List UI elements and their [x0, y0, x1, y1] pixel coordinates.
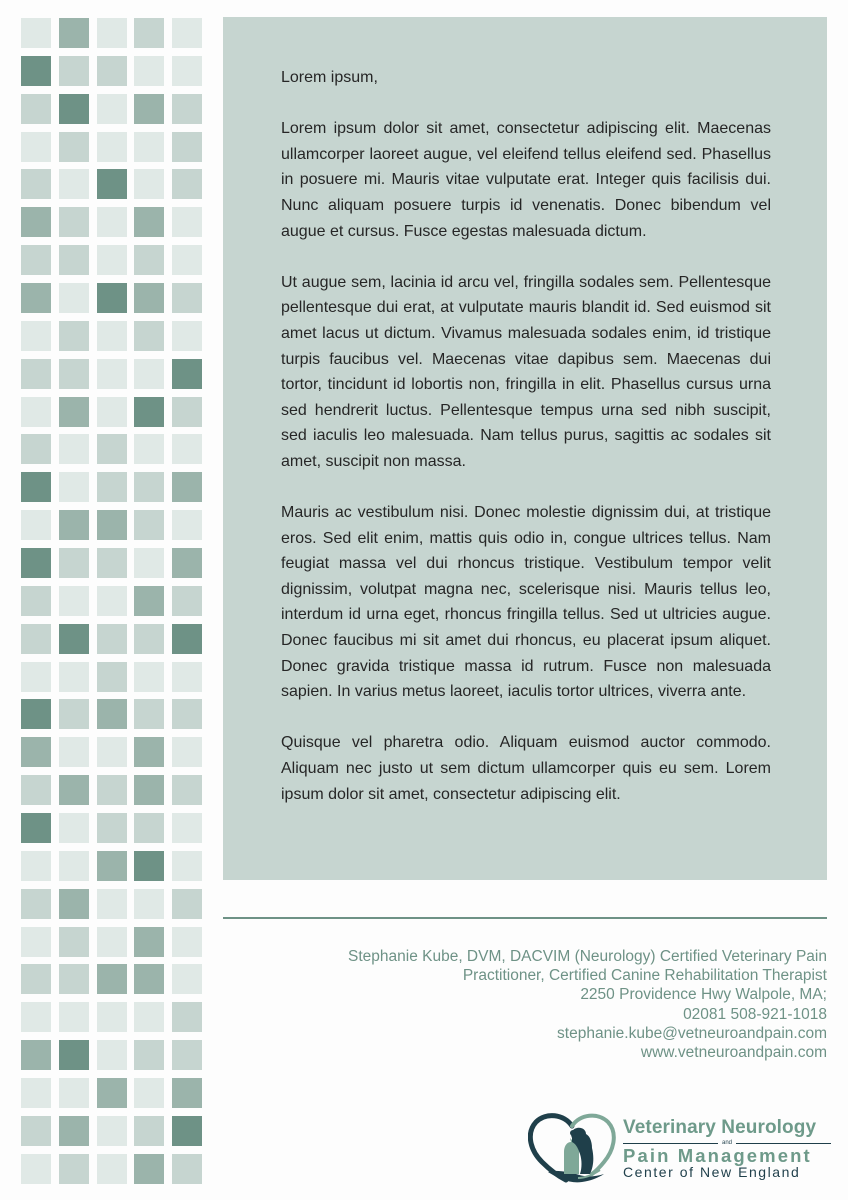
heart-hand-dog-cat-icon	[528, 1112, 616, 1188]
pattern-square	[172, 1078, 202, 1108]
logo-connector-word: and	[722, 1140, 733, 1146]
pattern-square	[21, 851, 51, 881]
logo-wordmark	[623, 1118, 831, 1180]
pattern-square	[134, 1116, 164, 1146]
pattern-square	[172, 359, 202, 389]
pattern-square	[21, 964, 51, 994]
pattern-square	[134, 586, 164, 616]
contact-name-credentials: Stephanie Kube, DVM, DACVIM (Neurology) Certified Veterinary Pain	[348, 948, 827, 965]
pattern-square	[59, 662, 89, 692]
pattern-square	[97, 18, 127, 48]
pattern-square	[59, 586, 89, 616]
pattern-square	[59, 510, 89, 540]
contact-address: 2250 Providence Hwy Walpole, MA;	[580, 986, 827, 1004]
pattern-square	[134, 132, 164, 162]
pattern-square	[172, 548, 202, 578]
pattern-square	[59, 18, 89, 48]
pattern-square	[21, 586, 51, 616]
pattern-square	[172, 927, 202, 957]
pattern-square	[59, 132, 89, 162]
pattern-square	[172, 18, 202, 48]
pattern-square	[21, 434, 51, 464]
pattern-square	[97, 586, 127, 616]
pattern-square	[134, 775, 164, 805]
pattern-square	[172, 1154, 202, 1184]
pattern-square	[21, 56, 51, 86]
pattern-square	[134, 1002, 164, 1032]
pattern-square	[97, 472, 127, 502]
pattern-square	[97, 889, 127, 919]
pattern-square	[21, 813, 51, 843]
pattern-square	[21, 245, 51, 275]
pattern-square	[59, 1154, 89, 1184]
logo-rule-left	[623, 1143, 718, 1144]
pattern-square	[59, 813, 89, 843]
pattern-square	[97, 813, 127, 843]
pattern-square	[97, 132, 127, 162]
logo-line-pain-management: Pain Management	[623, 1145, 812, 1166]
contact-email[interactable]: stephanie.kube@vetneuroandpain.com	[557, 1024, 827, 1042]
pattern-square	[172, 132, 202, 162]
pattern-square	[134, 245, 164, 275]
pattern-square	[172, 169, 202, 199]
letter-greeting: Lorem ipsum,	[281, 69, 378, 86]
pattern-square	[21, 169, 51, 199]
pattern-square	[97, 359, 127, 389]
pattern-square	[172, 56, 202, 86]
pattern-square	[172, 207, 202, 237]
pattern-square	[59, 283, 89, 313]
pattern-square	[59, 1116, 89, 1146]
logo-line-center: Center of New England	[623, 1164, 801, 1180]
pattern-square	[134, 851, 164, 881]
pattern-square	[21, 321, 51, 351]
pattern-square	[97, 56, 127, 86]
pattern-square	[59, 927, 89, 957]
pattern-square	[134, 18, 164, 48]
pattern-square	[134, 321, 164, 351]
pattern-square	[21, 1078, 51, 1108]
pattern-square	[97, 964, 127, 994]
pattern-square	[172, 397, 202, 427]
pattern-square	[59, 548, 89, 578]
pattern-square	[59, 699, 89, 729]
pattern-square	[97, 1116, 127, 1146]
pattern-square	[59, 56, 89, 86]
pattern-square	[59, 245, 89, 275]
pattern-square	[59, 321, 89, 351]
pattern-square	[97, 169, 127, 199]
pattern-square	[21, 548, 51, 578]
letter-paragraph: Quisque vel pharetra odio. Aliquam euismod auctor commodo. Aliquam nec justo ut sem dictum ullamcorper quis eu sem. Lorem ipsum dolor sit amet, consectetur adipiscing elit.	[281, 734, 771, 803]
pattern-square	[21, 775, 51, 805]
letter-panel	[223, 17, 827, 880]
pattern-square	[97, 927, 127, 957]
pattern-square	[172, 851, 202, 881]
pattern-square	[134, 510, 164, 540]
pattern-square	[97, 321, 127, 351]
pattern-square	[21, 737, 51, 767]
letter-body	[281, 65, 771, 833]
pattern-square	[97, 94, 127, 124]
pattern-square	[21, 1040, 51, 1070]
pattern-square	[59, 472, 89, 502]
pattern-square	[172, 283, 202, 313]
pattern-square	[21, 132, 51, 162]
pattern-square	[172, 1002, 202, 1032]
pattern-square	[134, 94, 164, 124]
pattern-square	[97, 1078, 127, 1108]
pattern-square	[21, 927, 51, 957]
contact-phone: 02081 508-921-1018	[683, 1005, 827, 1023]
pattern-square	[172, 510, 202, 540]
pattern-square	[134, 813, 164, 843]
pattern-square	[59, 964, 89, 994]
pattern-square	[59, 94, 89, 124]
logo-rule-right	[736, 1143, 831, 1144]
pattern-square	[134, 889, 164, 919]
pattern-square	[59, 775, 89, 805]
pattern-square	[59, 851, 89, 881]
pattern-square	[21, 510, 51, 540]
pattern-square	[97, 245, 127, 275]
pattern-square	[134, 662, 164, 692]
pattern-square	[97, 1002, 127, 1032]
pattern-square	[21, 283, 51, 313]
pattern-square	[134, 624, 164, 654]
pattern-square	[172, 245, 202, 275]
contact-credentials-cont: Practitioner, Certified Canine Rehabilitation Therapist	[462, 967, 827, 985]
pattern-square	[134, 1078, 164, 1108]
pattern-square	[21, 1116, 51, 1146]
pattern-square	[172, 321, 202, 351]
pattern-square	[134, 927, 164, 957]
pattern-square	[21, 397, 51, 427]
pattern-square	[134, 737, 164, 767]
pattern-square	[97, 1154, 127, 1184]
pattern-square	[172, 624, 202, 654]
pattern-square	[59, 624, 89, 654]
pattern-square	[97, 851, 127, 881]
pattern-square	[97, 283, 127, 313]
pattern-square	[59, 1002, 89, 1032]
pattern-square	[172, 472, 202, 502]
logo-connector	[623, 1139, 831, 1147]
pattern-square	[21, 472, 51, 502]
pattern-square	[134, 699, 164, 729]
pattern-square	[59, 1040, 89, 1070]
pattern-square	[97, 434, 127, 464]
pattern-square	[134, 359, 164, 389]
pattern-square	[134, 169, 164, 199]
pattern-square	[59, 1078, 89, 1108]
pattern-square	[21, 94, 51, 124]
pattern-square	[172, 586, 202, 616]
pattern-square	[59, 207, 89, 237]
pattern-square	[172, 964, 202, 994]
pattern-square	[172, 737, 202, 767]
pattern-square	[59, 397, 89, 427]
pattern-square	[21, 662, 51, 692]
pattern-square	[172, 813, 202, 843]
pattern-square	[172, 434, 202, 464]
contact-block	[348, 947, 827, 1062]
pattern-square	[172, 889, 202, 919]
pattern-square	[97, 397, 127, 427]
pattern-square	[134, 397, 164, 427]
pattern-square	[134, 548, 164, 578]
pattern-square	[172, 775, 202, 805]
pattern-square	[97, 624, 127, 654]
logo-line-veterinary-neurology: Veterinary Neurology	[623, 1117, 817, 1138]
pattern-square	[134, 434, 164, 464]
letter-paragraph: Lorem ipsum dolor sit amet, consectetur adipiscing elit. Maecenas ullamcorper laoreet augue, vel eleifend tellus eleifend sed. Phasellus in posuere mi. Mauris vitae vulputate erat. Integer quis facilisis dui. Nunc aliquam posuere turpis id venenatis. Donec bibendum vel augue et cursus. Fusce egestas malesuada dictum.	[281, 120, 771, 240]
decorative-square-pattern	[21, 18, 202, 1184]
pattern-square	[172, 94, 202, 124]
letter-paragraph: Ut augue sem, lacinia id arcu vel, fringilla sodales sem. Pellentesque pellentesque dui erat, at vulputate mauris blandit id. Sed euismod sit amet lacus ut dictum. Vivamus malesuada sodales enim, id tristique turpis faucibus vel. Maecenas vitae dapibus sem. Maecenas dui tortor, tincidunt id lobortis non, fringilla in elit. Phasellus cursus urna sed hendrerit luctus. Pellentesque tempus urna sed nibh suscipit, sed iaculis leo malesuada. Nam tellus purus, sagittis ac sodales sit amet, suscipit non massa.	[281, 273, 771, 470]
clinic-logo	[528, 1112, 833, 1190]
contact-website[interactable]: www.vetneuroandpain.com	[640, 1044, 827, 1062]
pattern-square	[134, 1040, 164, 1070]
pattern-square	[134, 56, 164, 86]
pattern-square	[21, 18, 51, 48]
pattern-square	[21, 1154, 51, 1184]
pattern-square	[97, 1040, 127, 1070]
pattern-square	[21, 207, 51, 237]
pattern-square	[172, 662, 202, 692]
pattern-square	[59, 434, 89, 464]
pattern-square	[134, 472, 164, 502]
pattern-square	[97, 207, 127, 237]
pattern-square	[97, 548, 127, 578]
pattern-square	[21, 1002, 51, 1032]
letter-paragraph: Mauris ac vestibulum nisi. Donec molestie dignissim dui, at tristique eros. Sed elit enim, mattis quis odio in, congue ultrices tellus. Nam feugiat massa vel dui rhoncus tristique. Vestibulum tempor velit dignissim, volutpat magna nec, scelerisque nisi. Mauris tellus leo, interdum id urna eget, rhoncus fringilla tellus. Sed ut ultricies augue. Donec faucibus mi sit amet dui rhoncus, eu placerat ipsum aliquet. Donec gravida tristique massa id rutrum. Fusce non malesuada sapien. In varius metus laoreet, iaculis tortor ultrices, viverra ante.	[281, 504, 771, 701]
pattern-square	[134, 964, 164, 994]
pattern-square	[134, 207, 164, 237]
pattern-square	[97, 775, 127, 805]
pattern-square	[59, 169, 89, 199]
pattern-square	[172, 1040, 202, 1070]
pattern-square	[97, 737, 127, 767]
pattern-square	[21, 359, 51, 389]
pattern-square	[134, 1154, 164, 1184]
pattern-square	[97, 510, 127, 540]
pattern-square	[172, 699, 202, 729]
pattern-square	[21, 624, 51, 654]
pattern-square	[97, 699, 127, 729]
pattern-square	[97, 662, 127, 692]
pattern-square	[59, 359, 89, 389]
footer-divider	[223, 917, 827, 919]
pattern-square	[134, 283, 164, 313]
pattern-square	[21, 889, 51, 919]
pattern-square	[172, 1116, 202, 1146]
pattern-square	[21, 699, 51, 729]
pattern-square	[59, 737, 89, 767]
pattern-square	[59, 889, 89, 919]
